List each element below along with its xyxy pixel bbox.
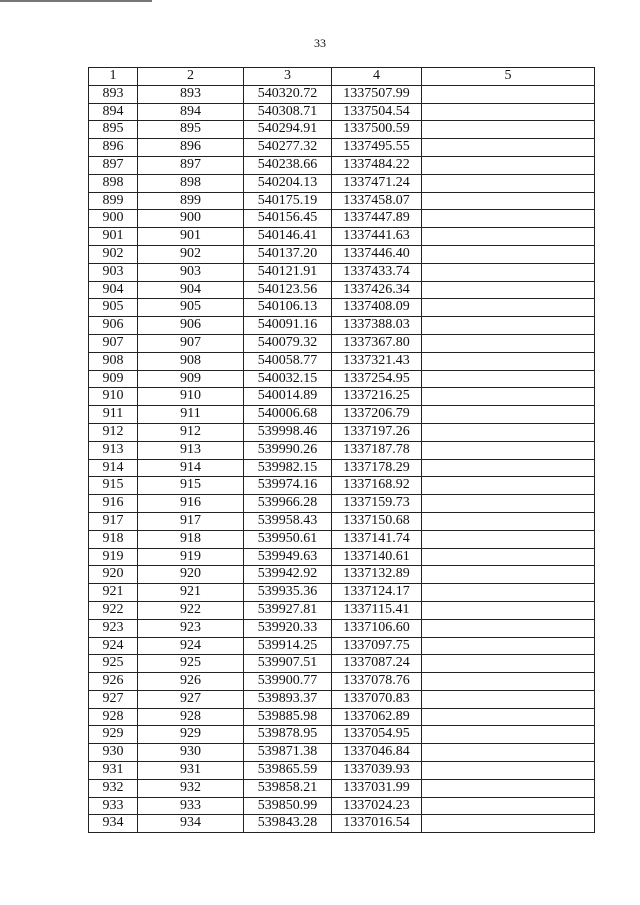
table-row	[89, 619, 595, 637]
table-cell-col-1: 898	[89, 174, 138, 192]
table-cell-col-3: 540106.13	[244, 299, 332, 317]
table-cell-col-4: 1337495.55	[332, 139, 422, 157]
table-cell-col-5	[422, 370, 595, 388]
page-number: 33	[314, 36, 326, 50]
table-cell-col-2: 931	[138, 762, 244, 780]
table-row	[89, 245, 595, 263]
table-cell-col-2: 900	[138, 210, 244, 228]
table-cell-col-4: 1337159.73	[332, 495, 422, 513]
table-cell-col-3: 539920.33	[244, 619, 332, 637]
table-cell-col-5	[422, 512, 595, 530]
table-row	[89, 139, 595, 157]
table-cell-col-4: 1337216.25	[332, 388, 422, 406]
table-cell-col-3: 539865.59	[244, 762, 332, 780]
table-row	[89, 512, 595, 530]
table-cell-col-5	[422, 779, 595, 797]
table-cell-col-4: 1337087.24	[332, 655, 422, 673]
table-cell-col-4: 1337484.22	[332, 156, 422, 174]
table-row	[89, 299, 595, 317]
table-cell-col-5	[422, 121, 595, 139]
table-row	[89, 530, 595, 548]
table-cell-col-3: 539850.99	[244, 797, 332, 815]
table-cell-col-3: 540014.89	[244, 388, 332, 406]
table-cell-col-2: 928	[138, 708, 244, 726]
table-cell-col-2: 919	[138, 548, 244, 566]
table-cell-col-4: 1337254.95	[332, 370, 422, 388]
table-row	[89, 673, 595, 691]
table-cell-col-4: 1337447.89	[332, 210, 422, 228]
table-cell-col-4: 1337046.84	[332, 744, 422, 762]
table-cell-col-4: 1337124.17	[332, 584, 422, 602]
table-cell-col-4: 1337433.74	[332, 263, 422, 281]
table-cell-col-3: 539927.81	[244, 601, 332, 619]
table-cell-col-3: 540320.72	[244, 85, 332, 103]
table-cell-col-5	[422, 477, 595, 495]
table-cell-col-1: 896	[89, 139, 138, 157]
table-cell-col-1: 907	[89, 334, 138, 352]
table-cell-col-5	[422, 263, 595, 281]
table-cell-col-2: 902	[138, 245, 244, 263]
table-cell-col-5	[422, 174, 595, 192]
table-cell-col-2: 904	[138, 281, 244, 299]
table-cell-col-2: 906	[138, 317, 244, 335]
table-cell-col-4: 1337106.60	[332, 619, 422, 637]
table-cell-col-2: 895	[138, 121, 244, 139]
table-cell-col-3: 540079.32	[244, 334, 332, 352]
table-row	[89, 406, 595, 424]
table-cell-col-3: 540308.71	[244, 103, 332, 121]
column-header-1: 1	[89, 68, 138, 86]
table-cell-col-4: 1337168.92	[332, 477, 422, 495]
table-row	[89, 548, 595, 566]
table-cell-col-1: 914	[89, 459, 138, 477]
table-cell-col-4: 1337016.54	[332, 815, 422, 833]
table-cell-col-2: 916	[138, 495, 244, 513]
table-cell-col-5	[422, 637, 595, 655]
table-cell-col-1: 901	[89, 228, 138, 246]
coordinates-table	[88, 67, 595, 833]
table-cell-col-5	[422, 797, 595, 815]
table-cell-col-1: 917	[89, 512, 138, 530]
table-row	[89, 352, 595, 370]
table-cell-col-5	[422, 281, 595, 299]
table-cell-col-3: 539949.63	[244, 548, 332, 566]
table-cell-col-3: 539885.98	[244, 708, 332, 726]
table-cell-col-4: 1337140.61	[332, 548, 422, 566]
table-cell-col-5	[422, 673, 595, 691]
table-cell-col-1: 915	[89, 477, 138, 495]
table-cell-col-5	[422, 530, 595, 548]
table-cell-col-2: 909	[138, 370, 244, 388]
table-cell-col-1: 921	[89, 584, 138, 602]
table-row	[89, 334, 595, 352]
table-cell-col-5	[422, 690, 595, 708]
table-cell-col-4: 1337024.23	[332, 797, 422, 815]
table-cell-col-4: 1337141.74	[332, 530, 422, 548]
table-cell-col-3: 540204.13	[244, 174, 332, 192]
table-cell-col-5	[422, 726, 595, 744]
table-row	[89, 690, 595, 708]
table-row	[89, 797, 595, 815]
table-cell-col-2: 907	[138, 334, 244, 352]
table-cell-col-1: 924	[89, 637, 138, 655]
table-cell-col-2: 932	[138, 779, 244, 797]
table-cell-col-2: 920	[138, 566, 244, 584]
table-row	[89, 370, 595, 388]
table-row	[89, 192, 595, 210]
table-row	[89, 762, 595, 780]
table-cell-col-1: 910	[89, 388, 138, 406]
table-cell-col-4: 1337054.95	[332, 726, 422, 744]
table-cell-col-2: 897	[138, 156, 244, 174]
table-cell-col-5	[422, 228, 595, 246]
table-row	[89, 584, 595, 602]
table-cell-col-3: 539998.46	[244, 423, 332, 441]
table-cell-col-4: 1337507.99	[332, 85, 422, 103]
table-cell-col-4: 1337115.41	[332, 601, 422, 619]
table-cell-col-5	[422, 584, 595, 602]
table-cell-col-4: 1337504.54	[332, 103, 422, 121]
table-cell-col-5	[422, 245, 595, 263]
table-cell-col-5	[422, 103, 595, 121]
table-cell-col-2: 918	[138, 530, 244, 548]
table-cell-col-3: 539893.37	[244, 690, 332, 708]
table-cell-col-5	[422, 388, 595, 406]
table-cell-col-2: 926	[138, 673, 244, 691]
table-cell-col-1: 925	[89, 655, 138, 673]
column-header-4: 4	[332, 68, 422, 86]
table-cell-col-4: 1337178.29	[332, 459, 422, 477]
table-row	[89, 601, 595, 619]
table-cell-col-2: 905	[138, 299, 244, 317]
table-cell-col-4: 1337197.26	[332, 423, 422, 441]
table-cell-col-5	[422, 423, 595, 441]
table-cell-col-2: 901	[138, 228, 244, 246]
table-cell-col-4: 1337446.40	[332, 245, 422, 263]
table-cell-col-1: 894	[89, 103, 138, 121]
table-cell-col-3: 540058.77	[244, 352, 332, 370]
table-cell-col-5	[422, 601, 595, 619]
table-cell-col-3: 539871.38	[244, 744, 332, 762]
table-cell-col-2: 910	[138, 388, 244, 406]
table-cell-col-2: 896	[138, 139, 244, 157]
table-cell-col-2: 925	[138, 655, 244, 673]
table-cell-col-3: 540146.41	[244, 228, 332, 246]
table-cell-col-2: 894	[138, 103, 244, 121]
table-row	[89, 85, 595, 103]
table-cell-col-4: 1337150.68	[332, 512, 422, 530]
table-row	[89, 459, 595, 477]
table-cell-col-5	[422, 334, 595, 352]
table-cell-col-5	[422, 299, 595, 317]
table-row	[89, 708, 595, 726]
table-cell-col-3: 540238.66	[244, 156, 332, 174]
table-cell-col-5	[422, 317, 595, 335]
table-cell-col-3: 539982.15	[244, 459, 332, 477]
table-cell-col-2: 921	[138, 584, 244, 602]
table-cell-col-3: 540006.68	[244, 406, 332, 424]
table-cell-col-4: 1337471.24	[332, 174, 422, 192]
table-cell-col-4: 1337206.79	[332, 406, 422, 424]
table-cell-col-5	[422, 352, 595, 370]
table-cell-col-4: 1337070.83	[332, 690, 422, 708]
table-row	[89, 121, 595, 139]
table-cell-col-2: 929	[138, 726, 244, 744]
table-cell-col-3: 539974.16	[244, 477, 332, 495]
table-cell-col-3: 539914.25	[244, 637, 332, 655]
table-cell-col-5	[422, 744, 595, 762]
table-cell-col-1: 927	[89, 690, 138, 708]
table-cell-col-4: 1337426.34	[332, 281, 422, 299]
table-cell-col-2: 914	[138, 459, 244, 477]
table-cell-col-1: 909	[89, 370, 138, 388]
table-cell-col-2: 927	[138, 690, 244, 708]
table-cell-col-1: 929	[89, 726, 138, 744]
table-cell-col-3: 539907.51	[244, 655, 332, 673]
table-row	[89, 263, 595, 281]
table-cell-col-1: 920	[89, 566, 138, 584]
table-cell-col-4: 1337500.59	[332, 121, 422, 139]
table-cell-col-5	[422, 441, 595, 459]
table-row	[89, 726, 595, 744]
table-cell-col-3: 540156.45	[244, 210, 332, 228]
table-row	[89, 566, 595, 584]
table-cell-col-1: 919	[89, 548, 138, 566]
table-cell-col-2: 911	[138, 406, 244, 424]
table-cell-col-3: 539966.28	[244, 495, 332, 513]
table-body	[89, 85, 595, 832]
table-cell-col-4: 1337321.43	[332, 352, 422, 370]
table-cell-col-1: 933	[89, 797, 138, 815]
table-cell-col-1: 930	[89, 744, 138, 762]
table-cell-col-1: 922	[89, 601, 138, 619]
table-cell-col-4: 1337097.75	[332, 637, 422, 655]
table-cell-col-5	[422, 708, 595, 726]
table-cell-col-3: 540121.91	[244, 263, 332, 281]
table-cell-col-2: 930	[138, 744, 244, 762]
table-cell-col-4: 1337408.09	[332, 299, 422, 317]
table-row	[89, 637, 595, 655]
table-cell-col-5	[422, 459, 595, 477]
table-cell-col-1: 912	[89, 423, 138, 441]
table-cell-col-1: 902	[89, 245, 138, 263]
table-cell-col-5	[422, 139, 595, 157]
top-rule	[0, 0, 152, 2]
table-cell-col-3: 539958.43	[244, 512, 332, 530]
table-row	[89, 441, 595, 459]
column-header-5: 5	[422, 68, 595, 86]
table-cell-col-2: 903	[138, 263, 244, 281]
table-row	[89, 779, 595, 797]
table-cell-col-5	[422, 85, 595, 103]
table-cell-col-3: 539990.26	[244, 441, 332, 459]
table-row	[89, 210, 595, 228]
table-cell-col-4: 1337031.99	[332, 779, 422, 797]
column-header-3: 3	[244, 68, 332, 86]
table-cell-col-3: 540123.56	[244, 281, 332, 299]
table-cell-col-5	[422, 619, 595, 637]
table-row	[89, 228, 595, 246]
table-row	[89, 103, 595, 121]
table-cell-col-1: 918	[89, 530, 138, 548]
table-row	[89, 477, 595, 495]
table-cell-col-3: 540032.15	[244, 370, 332, 388]
table-cell-col-5	[422, 655, 595, 673]
table-cell-col-1: 908	[89, 352, 138, 370]
table-cell-col-4: 1337388.03	[332, 317, 422, 335]
table-cell-col-2: 933	[138, 797, 244, 815]
table-cell-col-3: 539858.21	[244, 779, 332, 797]
table-cell-col-3: 539878.95	[244, 726, 332, 744]
table-cell-col-1: 906	[89, 317, 138, 335]
table-cell-col-2: 893	[138, 85, 244, 103]
table-cell-col-2: 899	[138, 192, 244, 210]
table-header-row	[89, 68, 595, 86]
table-cell-col-1: 904	[89, 281, 138, 299]
table-cell-col-4: 1337132.89	[332, 566, 422, 584]
table-cell-col-2: 922	[138, 601, 244, 619]
table-cell-col-2: 917	[138, 512, 244, 530]
table-row	[89, 317, 595, 335]
table-cell-col-3: 539900.77	[244, 673, 332, 691]
table-cell-col-4: 1337187.78	[332, 441, 422, 459]
table-cell-col-3: 540175.19	[244, 192, 332, 210]
table-cell-col-4: 1337367.80	[332, 334, 422, 352]
table-cell-col-2: 912	[138, 423, 244, 441]
table-cell-col-5	[422, 762, 595, 780]
table-row	[89, 174, 595, 192]
table-cell-col-1: 931	[89, 762, 138, 780]
table-row	[89, 423, 595, 441]
table-cell-col-5	[422, 156, 595, 174]
table-cell-col-4: 1337078.76	[332, 673, 422, 691]
table-cell-col-1: 934	[89, 815, 138, 833]
table-cell-col-1: 923	[89, 619, 138, 637]
table-cell-col-3: 539843.28	[244, 815, 332, 833]
table-cell-col-4: 1337039.93	[332, 762, 422, 780]
table-cell-col-1: 893	[89, 85, 138, 103]
table-row	[89, 655, 595, 673]
table-cell-col-2: 923	[138, 619, 244, 637]
table-cell-col-5	[422, 192, 595, 210]
table-row	[89, 156, 595, 174]
table-cell-col-5	[422, 210, 595, 228]
table-cell-col-3: 540294.91	[244, 121, 332, 139]
column-header-2: 2	[138, 68, 244, 86]
table-row	[89, 744, 595, 762]
table-cell-col-1: 897	[89, 156, 138, 174]
table-cell-col-2: 934	[138, 815, 244, 833]
table-cell-col-1: 913	[89, 441, 138, 459]
table-cell-col-4: 1337458.07	[332, 192, 422, 210]
table-cell-col-1: 926	[89, 673, 138, 691]
table-cell-col-1: 911	[89, 406, 138, 424]
table-row	[89, 388, 595, 406]
table-cell-col-3: 539942.92	[244, 566, 332, 584]
table-cell-col-3: 540277.32	[244, 139, 332, 157]
table-cell-col-5	[422, 495, 595, 513]
table-cell-col-2: 924	[138, 637, 244, 655]
table-cell-col-3: 540091.16	[244, 317, 332, 335]
table-cell-col-4: 1337441.63	[332, 228, 422, 246]
table-cell-col-2: 908	[138, 352, 244, 370]
table-row	[89, 281, 595, 299]
table-cell-col-1: 900	[89, 210, 138, 228]
table-cell-col-1: 916	[89, 495, 138, 513]
table-cell-col-1: 895	[89, 121, 138, 139]
table-cell-col-5	[422, 566, 595, 584]
table-row	[89, 495, 595, 513]
table-cell-col-2: 898	[138, 174, 244, 192]
table-cell-col-1: 932	[89, 779, 138, 797]
table-cell-col-4: 1337062.89	[332, 708, 422, 726]
table-cell-col-1: 899	[89, 192, 138, 210]
table-cell-col-5	[422, 815, 595, 833]
table-cell-col-2: 913	[138, 441, 244, 459]
table-cell-col-1: 928	[89, 708, 138, 726]
table-cell-col-5	[422, 548, 595, 566]
table-cell-col-5	[422, 406, 595, 424]
table-row	[89, 815, 595, 833]
table-cell-col-1: 905	[89, 299, 138, 317]
table-cell-col-3: 540137.20	[244, 245, 332, 263]
table-cell-col-1: 903	[89, 263, 138, 281]
table-cell-col-3: 539935.36	[244, 584, 332, 602]
table-cell-col-3: 539950.61	[244, 530, 332, 548]
table-cell-col-2: 915	[138, 477, 244, 495]
